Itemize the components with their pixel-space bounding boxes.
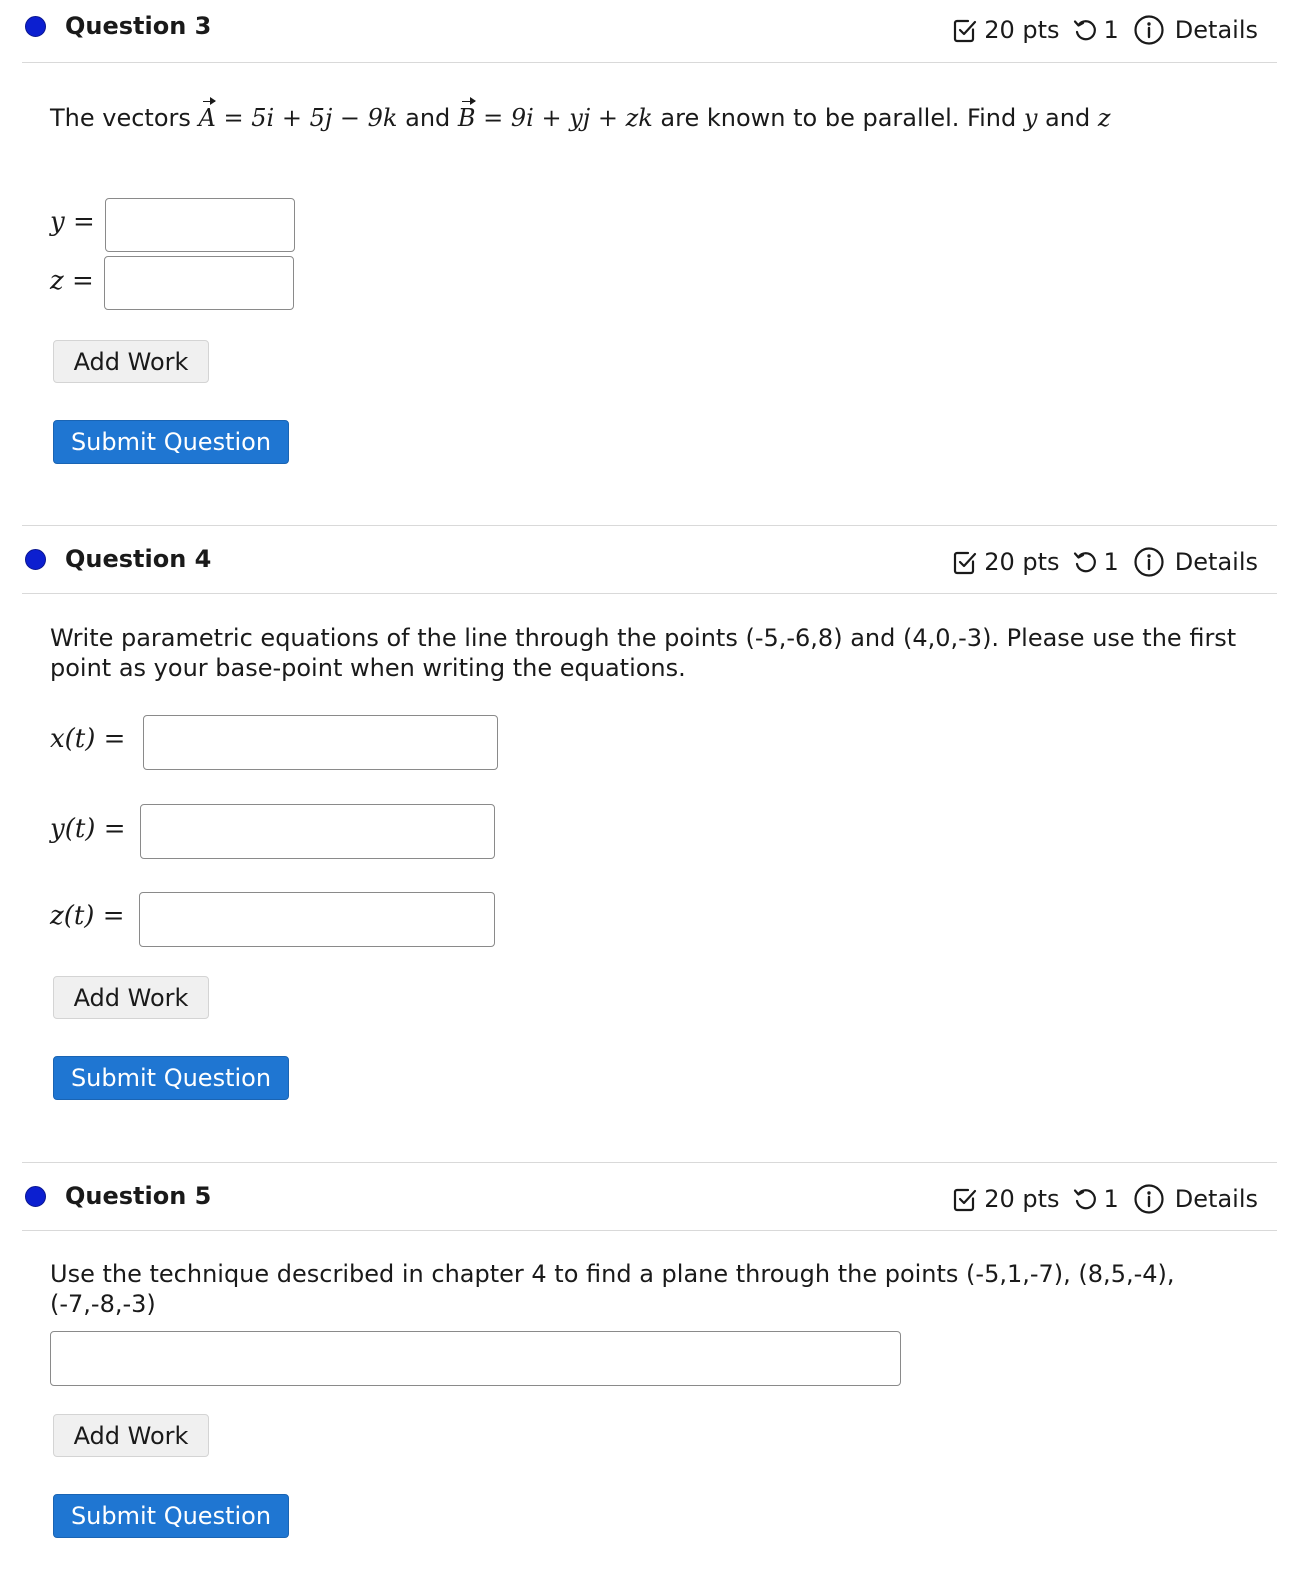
header-divider xyxy=(22,1230,1277,1231)
vector-b-expression: = 9i + yj + zk xyxy=(475,104,653,132)
info-icon[interactable] xyxy=(1133,14,1165,46)
status-dot xyxy=(25,1186,46,1207)
section-divider xyxy=(22,1162,1277,1163)
question-5 xyxy=(0,1168,1312,1572)
checkbox-icon xyxy=(952,549,978,575)
retry-icon xyxy=(1072,549,1098,575)
checkbox-icon xyxy=(952,1186,978,1212)
answer-input-x[interactable] xyxy=(143,715,498,770)
retries-count: 1 xyxy=(1103,1185,1119,1213)
answer-label-y: y(t) = xyxy=(50,814,126,844)
question-header xyxy=(0,532,1312,592)
question-meta xyxy=(952,1181,1258,1217)
question-title: Question 4 xyxy=(65,545,212,573)
question-meta xyxy=(952,12,1258,48)
answer-input-y[interactable] xyxy=(105,198,295,252)
info-icon[interactable] xyxy=(1133,1183,1165,1215)
answer-label-z: z = xyxy=(50,266,94,296)
question-header xyxy=(0,1168,1312,1228)
retry-icon xyxy=(1072,17,1098,43)
details-link[interactable]: Details xyxy=(1174,16,1258,44)
vector-a-expression: = 5i + 5j − 9k xyxy=(215,104,398,132)
question-text: Use the technique described in chapter 4 to find a plane through the points (-5,1,-7), (8,5,-4), (-7,-8,-3) xyxy=(50,1260,1175,1318)
answer-label-z: z(t) = xyxy=(50,901,125,931)
submit-question-button[interactable]: Submit Question xyxy=(53,1494,289,1538)
header-divider xyxy=(22,62,1277,63)
question-meta xyxy=(952,544,1258,580)
question-4 xyxy=(0,532,1312,1162)
answer-input-y[interactable] xyxy=(140,804,495,859)
question-header xyxy=(0,0,1312,60)
vector-a: A xyxy=(198,104,216,132)
points-label: 20 pts xyxy=(984,16,1060,44)
question-title: Question 3 xyxy=(65,12,212,40)
question-title: Question 5 xyxy=(65,1182,212,1210)
checkbox-icon xyxy=(952,17,978,43)
answer-label-y: y = xyxy=(50,207,95,237)
info-icon[interactable] xyxy=(1133,546,1165,578)
answer-input-plane[interactable] xyxy=(50,1331,901,1386)
question-text: The vectors A = 5i + 5j − 9k and B = 9i + yj + zk are known to be parallel. Find y and z xyxy=(50,104,1111,132)
question-3 xyxy=(0,0,1312,525)
answer-input-z[interactable] xyxy=(104,256,294,310)
answer-input-z[interactable] xyxy=(139,892,495,947)
details-link[interactable]: Details xyxy=(1174,1185,1258,1213)
question-text: Write parametric equations of the line through the points (-5,-6,8) and (4,0,-3). Please use the first point as your base-point when writing the equations. xyxy=(50,624,1237,682)
status-dot xyxy=(25,16,46,37)
add-work-button[interactable]: Add Work xyxy=(53,340,209,383)
retries-count: 1 xyxy=(1103,16,1119,44)
retries-count: 1 xyxy=(1103,548,1119,576)
add-work-button[interactable]: Add Work xyxy=(53,1414,209,1457)
points-label: 20 pts xyxy=(984,548,1060,576)
vector-b: B xyxy=(457,104,476,132)
header-divider xyxy=(22,593,1277,594)
retry-icon xyxy=(1072,1186,1098,1212)
points-label: 20 pts xyxy=(984,1185,1060,1213)
details-link[interactable]: Details xyxy=(1174,548,1258,576)
section-divider xyxy=(22,525,1277,526)
status-dot xyxy=(25,549,46,570)
submit-question-button[interactable]: Submit Question xyxy=(53,420,289,464)
submit-question-button[interactable]: Submit Question xyxy=(53,1056,289,1100)
add-work-button[interactable]: Add Work xyxy=(53,976,209,1019)
answer-label-x: x(t) = xyxy=(50,724,126,754)
